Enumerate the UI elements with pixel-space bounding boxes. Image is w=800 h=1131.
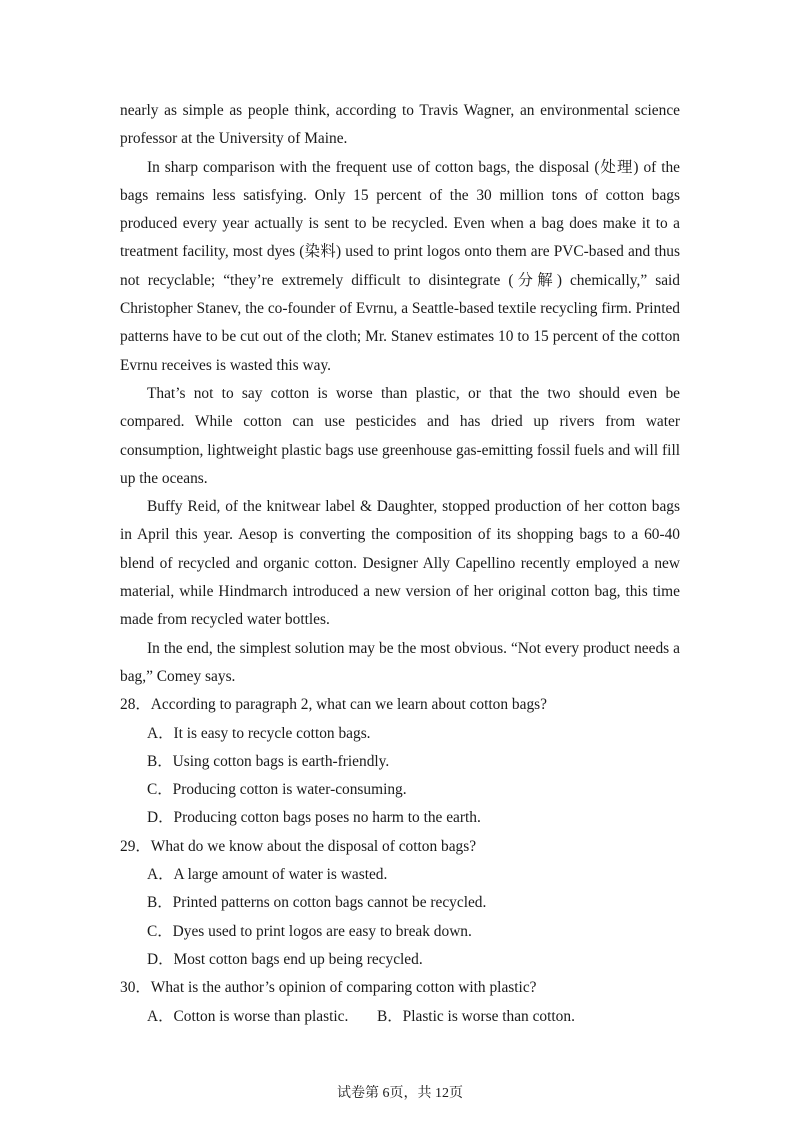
passage-paragraph-3: That’s not to say cotton is worse than plastic, or that the two should even be compared. While cotton can use pesticides and has dried up rivers from water consumption, lightweight plastic bags use greenhouse gas-emitting fossil fuels and will fill up the oceans. <box>120 384 680 487</box>
question-number: 28． <box>120 696 151 714</box>
exam-page <box>120 97 680 1031</box>
reading-passage <box>120 97 680 691</box>
option-c: C．Dyes used to print logos are easy to break down. <box>147 922 472 940</box>
option-a: A．It is easy to recycle cotton bags. <box>147 724 371 742</box>
passage-paragraph-4: Buffy Reid, of the knitwear label & Daughter, stopped production of her cotton bags in April this year. Aesop is converting the composition of its shopping bags to a 60-40 blend of recycled and organic cotton. Designer Ally Capellino recently employed a new material, while Hindmarch introduced a new version of her original cotton bag, this time made from recycled water bottles. <box>120 498 680 629</box>
option-c: C．Producing cotton is water-consuming. <box>147 781 407 799</box>
question-text: What do we know about the disposal of cotton bags? <box>150 837 477 855</box>
question-stem <box>120 691 680 719</box>
question-number: 30． <box>120 979 151 997</box>
option-row <box>147 1003 680 1031</box>
option-a: A．Cotton is worse than plastic. <box>147 1007 349 1025</box>
question-list <box>120 691 680 1031</box>
question-number: 29． <box>120 837 151 855</box>
option-b: B．Plastic is worse than cotton. <box>377 1007 575 1025</box>
option-d: D．Producing cotton bags poses no harm to the earth. <box>147 809 481 827</box>
passage-paragraph-1: nearly as simple as people think, according to Travis Wagner, an environmental science professor at the University of Maine. <box>120 102 680 148</box>
question-text: What is the author’s opinion of comparing cotton with plastic? <box>150 979 537 997</box>
question-29 <box>120 833 680 974</box>
option-b: B．Using cotton bags is earth-friendly. <box>147 752 390 770</box>
question-stem <box>120 833 680 861</box>
passage-paragraph-2: In sharp comparison with the frequent use of cotton bags, the disposal (处理) of the bags remains less satisfying. Only 15 percent of the 30 million tons of cotton bags produced every year actually is sent to be recycled. Even when a bag does make it to a treatment facility, most dyes (染料) used to print logos onto them are PVC-based and thus not recyclable; “they’re extremely difficult to disintegrate (分解) chemically,” said Christopher Stanev, the co-founder of Evrnu, a Seattle-based textile recycling firm. Printed patterns have to be cut out of the cloth; Mr. Stanev estimates 10 to 15 percent of the cotton Evrnu receives is wasted this way. <box>120 158 680 374</box>
option-a: A．A large amount of water is wasted. <box>147 866 388 884</box>
passage-paragraph-5: In the end, the simplest solution may be the most obvious. “Not every product needs a bag,” Comey says. <box>120 639 680 685</box>
option-b: B．Printed patterns on cotton bags cannot be recycled. <box>147 894 487 912</box>
option-d: D．Most cotton bags end up being recycled. <box>147 950 423 968</box>
page-footer: 试卷第 6页，共 12页 <box>337 1086 463 1101</box>
question-28 <box>120 691 680 832</box>
question-stem <box>120 974 680 1002</box>
question-30 <box>120 974 680 1031</box>
question-text: According to paragraph 2, what can we learn about cotton bags? <box>150 696 547 714</box>
